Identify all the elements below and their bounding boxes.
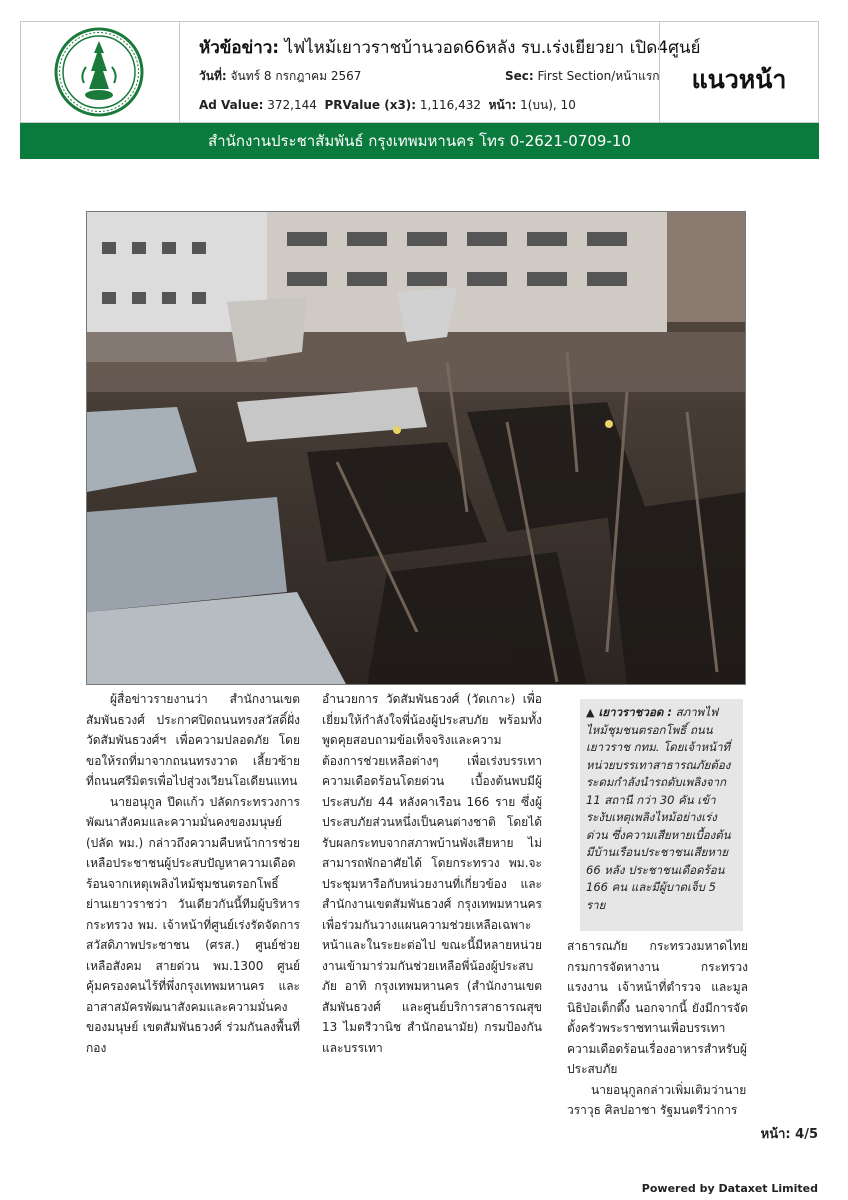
fire-damage-photo xyxy=(86,211,746,685)
prv-key: PRValue (x3): xyxy=(324,98,417,112)
article-paragraph: อำนวยการ วัดสัมพันธวงศ์ (วัดเกาะ) เพื่อเยี่ยมให้กำลังใจพี่น้องผู้ประสบภัย พร้อมทั้งพูดคุยสอบถามข้อเท็จจริงและความต้องการช่วยเหลือต่างๆ เพื่อเร่งบรรเทาความเดือดร้อนโดยด่วน เบื้องต้นพบมีผู้ประสบภัย 44 หลังคาเรือน 166 ราย ซึ่งผู้ประสบภัยส่วนหนึ่งเป็นคนต่างชาติ โดยได้รับผลกระทบจากสภาพบ้านพังเสียหาย ไม่สามารถพักอาศัยได้ โดยกระทรวง พม.จะประชุมหารือกับหน่วยงานที่เกี่ยวข้อง และสำนักงานเขตสัมพันธวงศ์ กรุงเทพมหานคร เพื่อร่วมกันวางแผนความช่วยเหลือเฉพาะหน้าและในระยะต่อไป ขณะนี้มีหลายหน่วยงานเข้ามาร่วมกันช่วยเหลือพี่น้องผู้ประสบภัย อาทิ กรุงเทพมหานคร (สำนักงานเขตสัมพันธวงศ์ และศูนย์บริการสาธารณสุข 13 ไมตรีวานิช สำนักอนามัย) กรมป้องกันและบรรเทา xyxy=(322,692,542,1055)
adv-key: Ad Value: xyxy=(199,98,264,112)
prv-value: 1,116,432 xyxy=(419,98,481,112)
sec-key: Sec: xyxy=(505,69,534,83)
page-number: หน้า: 4/5 xyxy=(760,1127,818,1142)
sec-value: First Section/หน้าแรก xyxy=(537,69,660,83)
value-line xyxy=(199,96,576,115)
photo-illustration xyxy=(87,212,746,685)
section-line xyxy=(505,67,660,86)
article-column-2 xyxy=(322,689,542,1058)
page-value: 1(บน), 10 xyxy=(520,98,576,112)
photo-caption xyxy=(580,699,743,931)
page-key: หน้า: xyxy=(488,98,517,112)
bma-emblem-icon xyxy=(54,27,144,117)
powered-by: Powered by Dataxet Limited xyxy=(641,1182,818,1195)
article-paragraph: สาธารณภัย กระทรวงมหาดไทย กรมการจัดหางาน กระทรวงแรงงาน เจ้าหน้าที่ตำรวจ และมูลนิธิป่อเต็กตึ๊ง นอกจากนี้ ยังมีการจัดตั้งครัวพระราชทานเพื่อบรรเทาความเดือดร้อนเรื่องอาหารสำหรับผู้ประสบภัย xyxy=(567,939,748,1076)
caption-text: สภาพไฟไหม้ชุมชนตรอกโพธิ์ ถนนเยาวราช กทม. โดยเจ้าหน้าที่หน่วยบรรเทาสาธารณภัยต้องระดมกำลังนำรถดับเพลิงจาก 11 สถานี กว่า 30 คัน เข้าระงับเหตุเพลิงไหม้อย่างเร่งด่วน ซึ่งความเสียหายเบื้องต้นมีบ้านเรือนประชาชนเสียหาย 66 หลัง ประชาชนเดือดร้อน 166 คน และมีผู้บาดเจ็บ 5 ราย xyxy=(586,705,731,912)
date-value: จันทร์ 8 กรกฎาคม 2567 xyxy=(230,69,362,83)
date-key: วันที่: xyxy=(199,69,227,83)
article-column-1 xyxy=(86,689,300,1058)
publication-cell xyxy=(659,22,818,122)
headline-key: หัวข้อข่าว: xyxy=(199,38,280,58)
adv-value: 372,144 xyxy=(267,98,317,112)
article-paragraph: นายอนุกูลกล่าวเพิ่มเติมว่านายวราวุธ ศิลปอาชา รัฐมนตรีว่าการ xyxy=(567,1082,747,1117)
publication-name: แนวหน้า xyxy=(691,65,787,94)
headline xyxy=(199,34,709,61)
clipping-header xyxy=(20,21,819,123)
article-column-3 xyxy=(567,936,748,1121)
headline-text: ไฟไหม้เยาวราชบ้านวอด66หลัง รบ.เร่งเยียวยา เปิด4ศูนย์ xyxy=(284,38,701,58)
clipping-info xyxy=(199,22,701,122)
office-bar: สำนักงานประชาสัมพันธ์ กรุงเทพมหานคร โทร 0-2621-0709-10 xyxy=(20,123,819,159)
article-paragraph: ผู้สื่อข่าวรายงานว่า สำนักงานเขตสัมพันธวงศ์ ประกาศปิดถนนทรงสวัสดิ์ฝั่งวัดสัมพันธวงศ์ฯ เพื่อความปลอดภัย โดยขอให้รถที่มาจากถนนทรงวาด เลี้ยวซ้าย ที่ถนนศรีมิตรเพื่อไปสู่วงเวียนโอเดียนแทน xyxy=(86,692,300,788)
triangle-up-icon: ▲ xyxy=(586,706,595,719)
caption-lead: เยาวราชวอด : xyxy=(598,705,672,719)
logo-cell xyxy=(21,22,180,122)
article-paragraph: นายอนุกูล ปีดแก้ว ปลัดกระทรวงการพัฒนาสังคมและความมั่นคงของมนุษย์ (ปลัด พม.) กล่าวถึงความคืบหน้าการช่วยเหลือประชาชนผู้ประสบปัญหาความเดือดร้อนจากเหตุเพลิงไหม้ชุมชนตรอกโพธิ์ ย่านเยาวราชว่า วันเดียวกันนี้ทีมผู้บริหารกระทรวง พม. เจ้าหน้าที่ศูนย์เร่งรัดจัดการสวัสดิภาพประชาชน (ศรส.) ศูนย์ช่วยเหลือสังคม สายด่วน พม.1300 ศูนย์คุ้มครองคนไร้ที่พึ่งกรุงเทพมหานคร และอาสาสมัครพัฒนาสังคมและความมั่นคงของมนุษย์ เขตสัมพันธวงศ์ ร่วมกันลงพื้นที่กอง xyxy=(86,794,300,1055)
date-line xyxy=(199,67,361,86)
